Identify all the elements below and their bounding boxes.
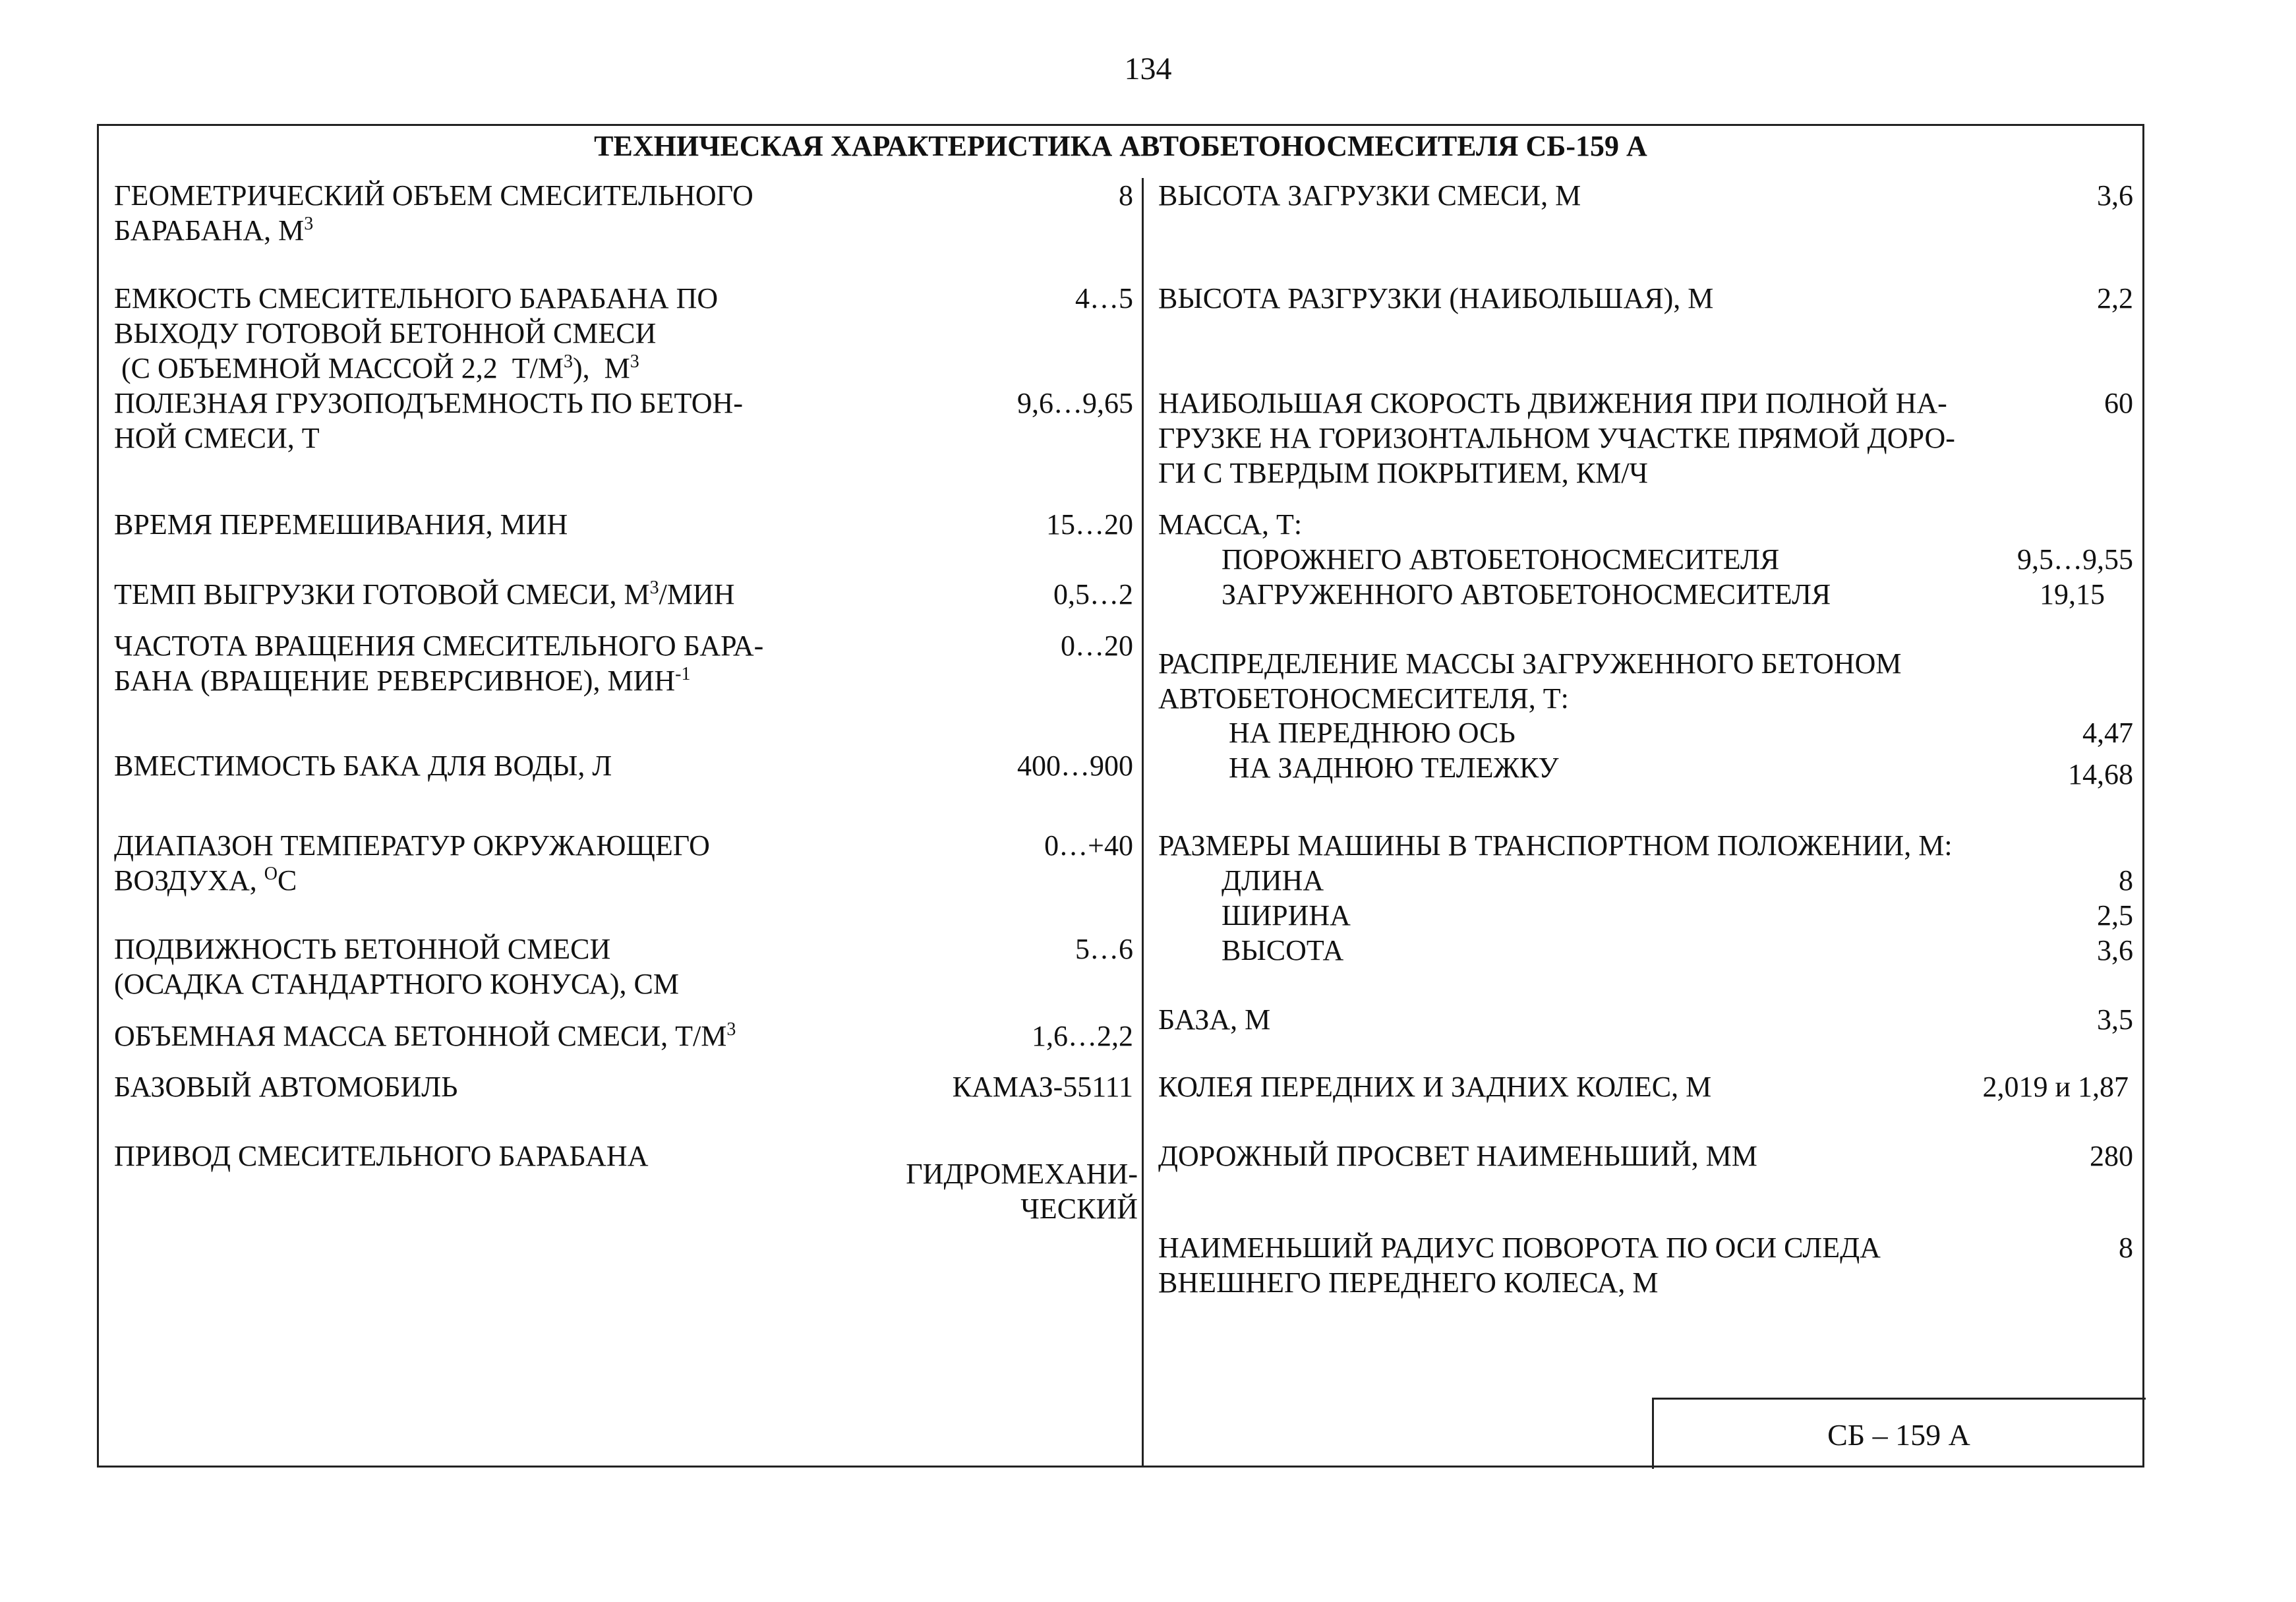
- mixing-time-label: ВРЕМЯ ПЕРЕМЕШИВАНИЯ, МИН: [114, 508, 568, 541]
- dimensions-length-value: 8: [2119, 864, 2133, 897]
- unload-rate-value: 0,5…2: [1053, 578, 1133, 610]
- dimensions-length-label: ДЛИНА: [1222, 864, 1324, 897]
- distribution-label: РАСПРЕДЕЛЕНИЕ МАССЫ ЗАГРУЖЕННОГО БЕТОНОМ АВТОБЕТОНОСМЕСИТЕЛЯ, Т:: [1158, 647, 1902, 715]
- distribution-rear-value: 14,68: [2068, 758, 2133, 790]
- dimensions-height-value: 3,6: [2097, 934, 2133, 966]
- max-speed-label: НАИБОЛЬШАЯ СКОРОСТЬ ДВИЖЕНИЯ ПРИ ПОЛНОЙ НА- ГРУЗКЕ НА ГОРИЗОНТАЛЬНОМ УЧАСТКЕ ПРЯМОЙ ДОРО- ГИ С ТВЕРДЫМ ПОКРЫТИЕМ, КМ/Ч: [1158, 387, 1955, 489]
- base-vehicle-label: БАЗОВЫЙ АВТОМОБИЛЬ: [114, 1071, 458, 1103]
- mass-loaded-label: ЗАГРУЖЕННОГО АВТОБЕТОНОСМЕСИТЕЛЯ: [1222, 578, 1831, 610]
- distribution-rear-label: НА ЗАДНЮЮ ТЕЛЕЖКУ: [1229, 752, 1559, 784]
- rotation-value: 0…20: [1061, 630, 1133, 662]
- rotation-label: ЧАСТОТА ВРАЩЕНИЯ СМЕСИТЕЛЬНОГО БАРА- БАНА (ВРАЩЕНИЕ РЕВЕРСИВНОЕ), $МИН^{-1}$: [114, 630, 764, 697]
- page-number: 134: [1124, 51, 1172, 86]
- base-vehicle-value: КАМАЗ-55111: [952, 1071, 1133, 1103]
- payload-value: 9,6…9,65: [1017, 387, 1133, 419]
- mass-loaded-value: 19,15: [2040, 578, 2105, 610]
- water-tank-value: 400…900: [1017, 750, 1133, 782]
- spec-title: ТЕХНИЧЕСКАЯ ХАРАКТЕРИСТИКА АВТОБЕТОНОСМЕСИТЕЛЯ СБ-159 А: [594, 130, 1647, 162]
- drum-drive-value: ГИДРОМЕХАНИ- ЧЕСКИЙ: [906, 1158, 1138, 1225]
- mobility-label: ПОДВИЖНОСТЬ БЕТОННОЙ СМЕСИ (ОСАДКА СТАНДАРТНОГО КОНУСА), СМ: [114, 933, 679, 1000]
- unload-height-label: ВЫСОТА РАЗГРУЗКИ (НАИБОЛЬШАЯ), М: [1158, 282, 1714, 314]
- turn-radius-value: 8: [2119, 1231, 2133, 1264]
- mass-empty-value: 9,5…9,55: [2017, 543, 2133, 576]
- dimensions-heading: РАЗМЕРЫ МАШИНЫ В ТРАНСПОРТНОМ ПОЛОЖЕНИИ, М:: [1158, 829, 1953, 862]
- mass-empty-label: ПОРОЖНЕГО АВТОБЕТОНОСМЕСИТЕЛЯ: [1222, 543, 1780, 576]
- drum-drive-label: ПРИВОД СМЕСИТЕЛЬНОГО БАРАБАНА: [114, 1140, 649, 1172]
- wheelbase-label: БАЗА, М: [1158, 1003, 1271, 1036]
- dimensions-width-label: ШИРИНА: [1222, 899, 1351, 932]
- unload-rate-label: ТЕМП ВЫГРУЗКИ ГОТОВОЙ СМЕСИ, $М^3$/МИН: [114, 578, 735, 610]
- capacity-label: ЕМКОСТЬ СМЕСИТЕЛЬНОГО БАРАБАНА ПО ВЫХОДУ ГОТОВОЙ БЕТОННОЙ СМЕСИ (С ОБЪЕМНОЙ МАССОЙ 2,2 $Т/М^3$), $М^3$: [114, 282, 719, 384]
- mobility-value: 5…6: [1075, 933, 1133, 965]
- column-divider: [1142, 178, 1144, 1468]
- load-height-value: 3,6: [2097, 179, 2133, 212]
- clearance-label: ДОРОЖНЫЙ ПРОСВЕТ НАИМЕНЬШИЙ, ММ: [1158, 1140, 1757, 1172]
- geom-volume-value: 8: [1119, 179, 1133, 212]
- density-label: ОБЪЕМНАЯ МАССА БЕТОННОЙ СМЕСИ, $Т/М^3$: [114, 1019, 736, 1052]
- track-value: 2,019 и 1,87: [1982, 1071, 2129, 1103]
- water-tank-label: ВМЕСТИМОСТЬ БАКА ДЛЯ ВОДЫ, Л: [114, 750, 612, 782]
- max-speed-value: 60: [2104, 387, 2133, 419]
- clearance-value: 280: [2090, 1140, 2133, 1172]
- mixing-time-value: 15…20: [1046, 508, 1133, 541]
- temperature-value: 0…+40: [1044, 829, 1133, 862]
- turn-radius-label: НАИМЕНЬШИЙ РАДИУС ПОВОРОТА ПО ОСИ СЛЕДА ВНЕШНЕГО ПЕРЕДНЕГО КОЛЕСА, М: [1158, 1231, 1881, 1299]
- dimensions-height-label: ВЫСОТА: [1222, 934, 1344, 966]
- temperature-label: ДИАПАЗОН ТЕМПЕРАТУР ОКРУЖАЮЩЕГО ВОЗДУХА, $^О$С: [114, 829, 710, 897]
- stamp-model-code: СБ – 159 А: [1827, 1418, 1970, 1452]
- unload-height-value: 2,2: [2097, 282, 2133, 314]
- load-height-label: ВЫСОТА ЗАГРУЗКИ СМЕСИ, М: [1158, 179, 1581, 212]
- wheelbase-value: 3,5: [2097, 1003, 2133, 1036]
- distribution-front-label: НА ПЕРЕДНЮЮ ОСЬ: [1229, 717, 1516, 749]
- capacity-value: 4…5: [1075, 282, 1133, 314]
- distribution-front-value: 4,47: [2082, 717, 2133, 749]
- track-label: КОЛЕЯ ПЕРЕДНИХ И ЗАДНИХ КОЛЕС, М: [1158, 1071, 1712, 1103]
- dimensions-width-value: 2,5: [2097, 899, 2133, 932]
- density-value: 1,6…2,2: [1032, 1020, 1133, 1052]
- geom-volume-label: ГЕОМЕТРИЧЕСКИЙ ОБЪЕМ СМЕСИТЕЛЬНОГО БАРАБАНА, $М^3$: [114, 179, 753, 247]
- payload-label: ПОЛЕЗНАЯ ГРУЗОПОДЪЕМНОСТЬ ПО БЕТОН- НОЙ СМЕСИ, Т: [114, 387, 743, 454]
- mass-heading: МАССА, Т:: [1158, 508, 1303, 541]
